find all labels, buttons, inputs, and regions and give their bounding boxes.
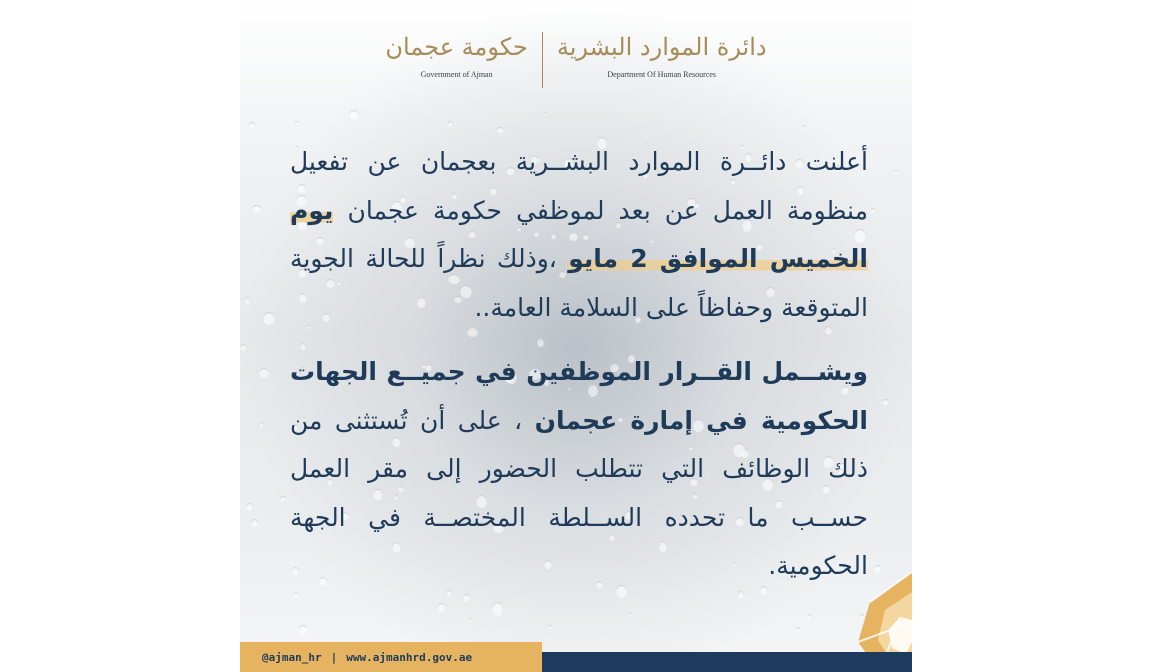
paragraph-1 bbox=[290, 138, 868, 332]
paragraph-2-rest: ، على أن تُستثنى من ذلك الوظائف التي تتطلب الحضور إلى مقر العمل حســب ما تحدده الســلطة المختصــة في الجهة الحكومية. bbox=[290, 405, 868, 580]
rain-drop bbox=[251, 519, 258, 527]
rain-drop bbox=[882, 399, 889, 405]
announcement-text bbox=[290, 138, 868, 591]
government-logo-arabic: حكومة عجمان bbox=[385, 33, 528, 61]
paragraph-2 bbox=[290, 348, 868, 591]
paragraph-1-reason: ،وذلك نظراً للحالة الجوية المتوقعة وحفاظاً على السلامة العامة.. bbox=[290, 244, 868, 322]
rain-drop bbox=[349, 110, 359, 120]
rain-drop bbox=[807, 614, 812, 621]
government-of-ajman-logo bbox=[385, 30, 527, 79]
footer-contact-bar bbox=[240, 642, 542, 672]
rain-drop bbox=[446, 590, 452, 596]
hr-logo-arabic: دائرة الموارد البشرية bbox=[556, 33, 767, 61]
rain-drop bbox=[492, 602, 503, 616]
hr-department-logo bbox=[557, 30, 767, 79]
date-highlight: يوم الخميس الموافق 2 مايو bbox=[290, 195, 868, 273]
rain-drop bbox=[738, 591, 744, 599]
rain-drop bbox=[245, 297, 250, 304]
announcement-post bbox=[240, 0, 912, 672]
rain-drop bbox=[437, 603, 446, 612]
rain-drop bbox=[252, 205, 261, 213]
rain-drop bbox=[469, 618, 472, 622]
rain-drop bbox=[259, 422, 264, 427]
hr-logo-english: Department Of Human Resources bbox=[607, 70, 717, 79]
rain-drop bbox=[894, 170, 897, 174]
rain-drop bbox=[259, 368, 269, 378]
rain-drop bbox=[795, 627, 800, 631]
header-logos bbox=[240, 30, 912, 94]
rain-drop bbox=[543, 112, 546, 115]
rain-drop bbox=[299, 625, 307, 634]
rain-drop bbox=[497, 127, 504, 134]
rain-drop bbox=[293, 592, 299, 598]
paragraph-1-intro: أعلنت دائــرة الموارد البشــرية بعجمان عن تفعيل منظومة العمل عن بعد لموظفي حكومة عجمان bbox=[290, 147, 868, 225]
social-handle[interactable]: @ajman_hr bbox=[262, 650, 322, 664]
paragraph-2-bold: ويشــمل القــرار الموظفين في جميــع الجهات الحكومية في إمارة عجمان bbox=[290, 357, 868, 435]
logo-divider bbox=[542, 32, 543, 88]
government-logo-english: Government of Ajman bbox=[420, 70, 493, 79]
rain-drop bbox=[548, 625, 551, 629]
rain-drop bbox=[802, 125, 806, 130]
rain-drop bbox=[240, 344, 247, 351]
rain-drop bbox=[871, 208, 875, 212]
rain-drop bbox=[448, 121, 453, 126]
rain-drop bbox=[463, 594, 470, 602]
rain-drop bbox=[294, 121, 299, 125]
rain-drop bbox=[280, 496, 286, 501]
rain-drop bbox=[263, 312, 275, 325]
rain-drop bbox=[628, 612, 632, 617]
website-link[interactable]: www.ajmanhrd.gov.ae bbox=[346, 650, 473, 664]
rain-drop bbox=[249, 122, 255, 129]
footer-separator: | bbox=[330, 650, 338, 664]
rain-drop bbox=[246, 503, 253, 511]
